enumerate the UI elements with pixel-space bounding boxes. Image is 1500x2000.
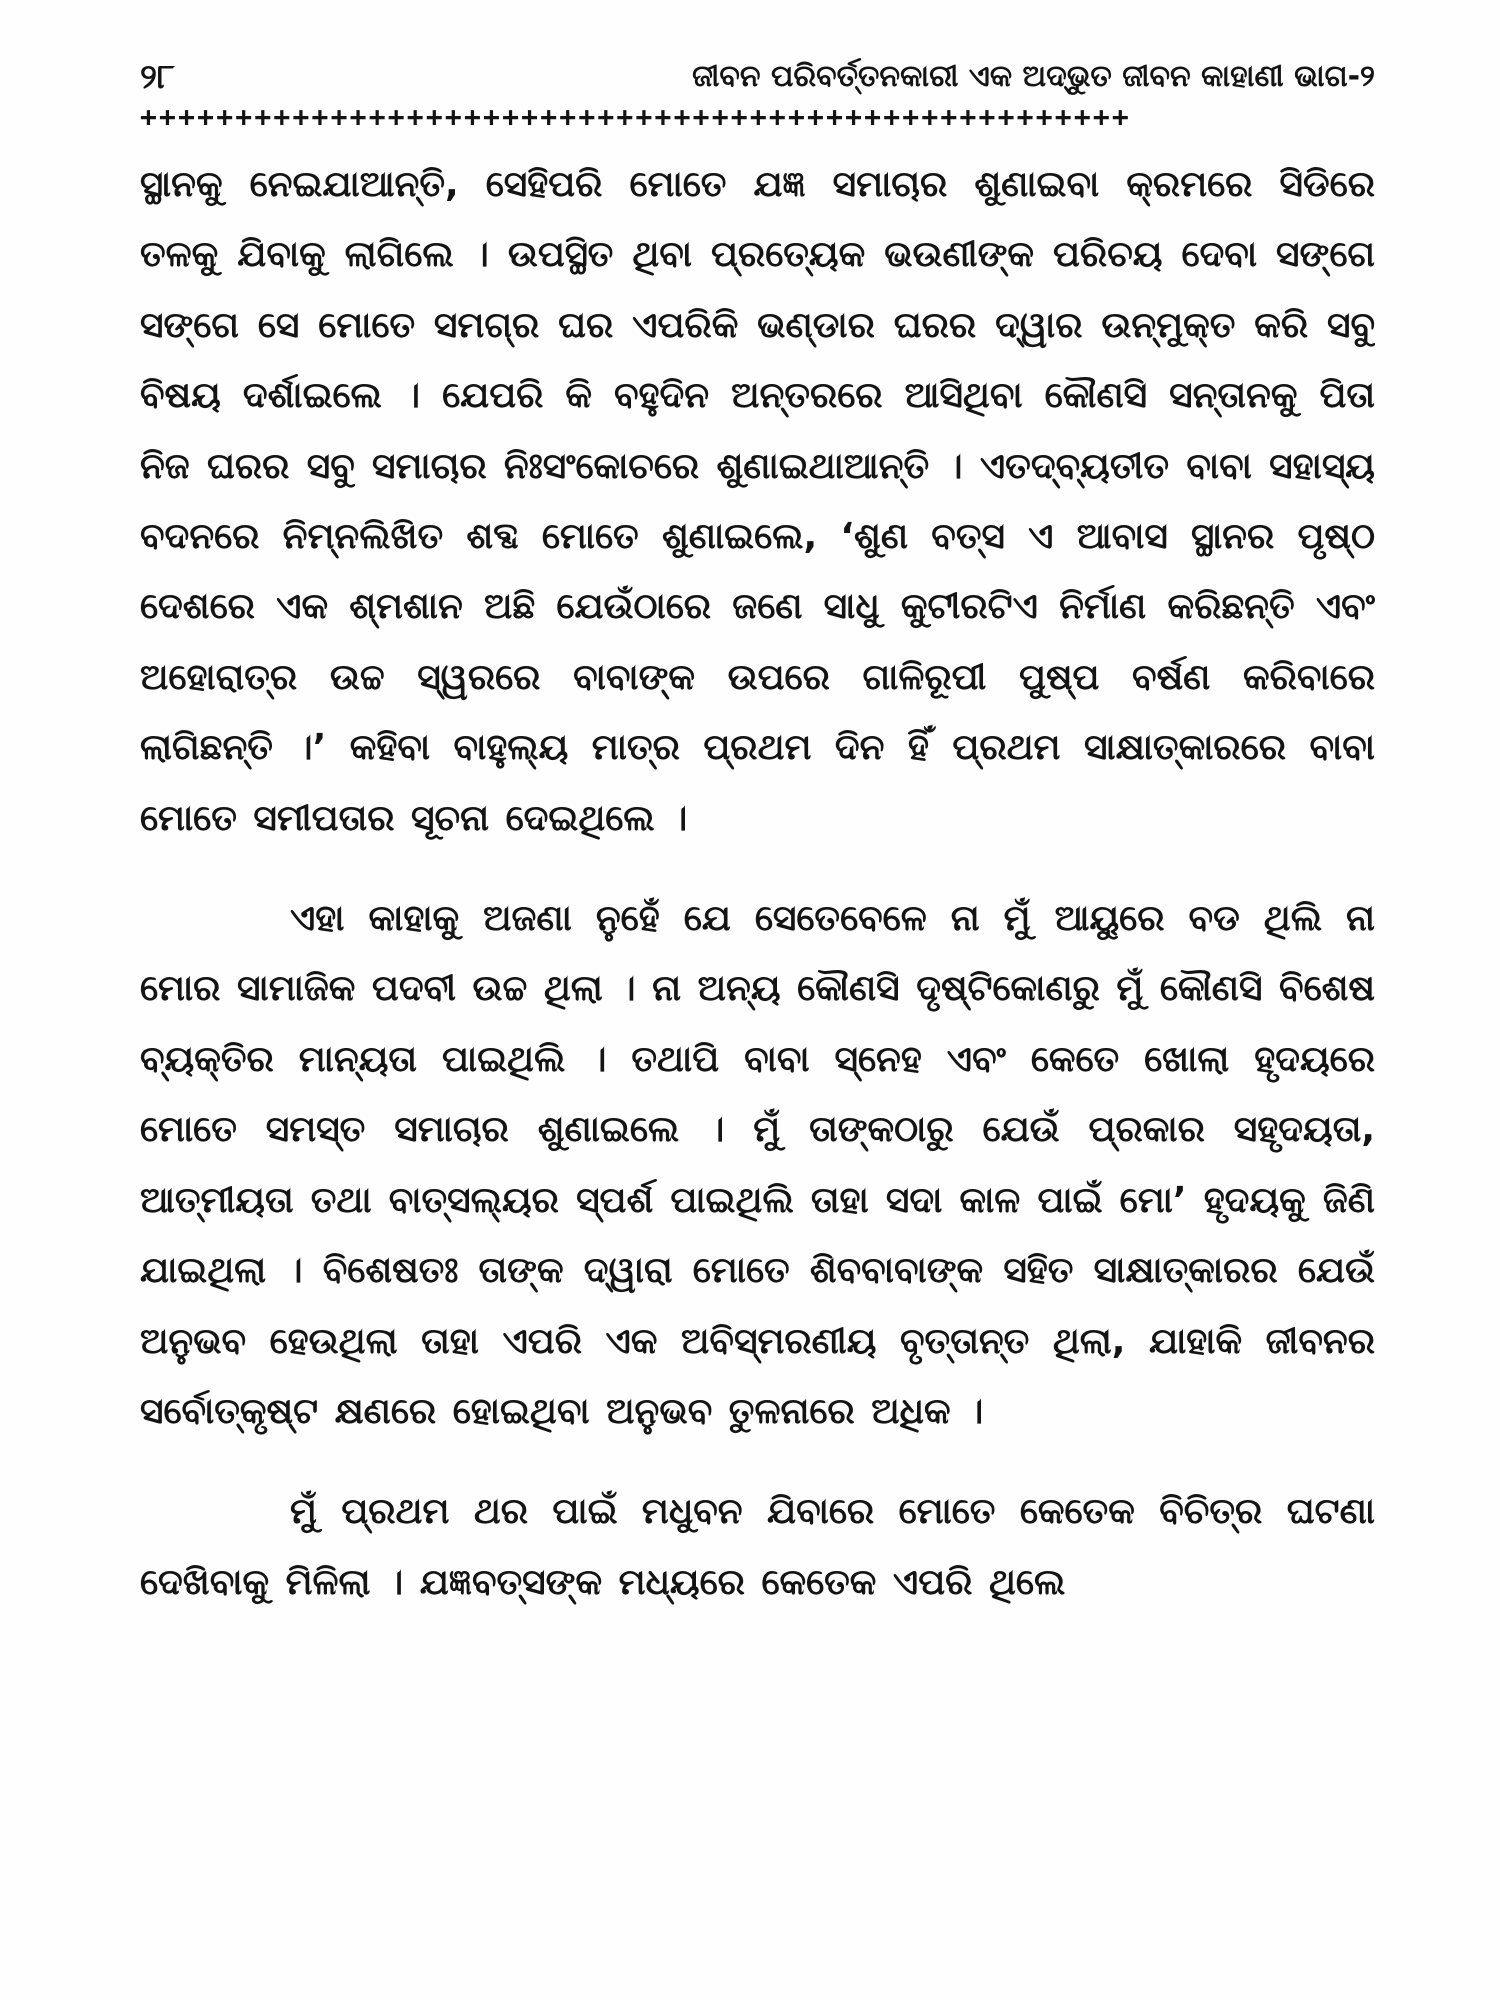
body-text xyxy=(140,150,1375,1950)
running-title: ଜୀବନ ପରିବର୍ତ୍ତନକାରୀ ଏକ ଅଦ୍ଭୁତ ଜୀବନ କାହାଣୀ ଭାଗ-୨ xyxy=(692,59,1375,94)
paragraph-3: ମୁଁ ପ୍ରଥମ ଥର ପାଇଁ ମଧୁବନ ଯିବାରେ ମୋତେ କେତେକ ବିଚିତ୍ର ଘଟଣା ଦେଖିବାକୁ ମିଳିଲା । ଯଜ୍ଞବତ୍ସଙ୍କ ମଧ୍ୟରେ କେତେକ ଏପରି ଥିଲେ xyxy=(140,1491,1375,1603)
page-number: ୨୮ xyxy=(140,57,175,97)
paragraph-2: ଏହା କାହାକୁ ଅଜଣା ନୁହେଁ ଯେ ସେତେବେଳେ ନା ମୁଁ ଆୟୁରେ ବଡ ଥିଲି ନା ମୋର ସାମାଜିକ ପଦବୀ ଉଚ୍ଚ ଥିଲା । ନା ଅନ୍ୟ କୌଣସି ଦୃଷ୍ଟିକୋଣରୁ ମୁଁ କୌଣସି ବିଶେଷ ବ୍ୟକ୍ତିର ମାନ୍ୟତା ପାଇଥିଲି । ତଥାପି ବାବା ସ୍ନେହ ଏବଂ କେତେ ଖୋଲା ହୃଦୟରେ ମୋତେ ସମସ୍ତ ସମାଚାର ଶୁଣାଇଲେ । ମୁଁ ତାଙ୍କଠାରୁ ଯେଉଁ ପ୍ରକାର ସହୃଦୟତା, ଆତ୍ମୀୟତା ତଥା ବାତ୍ସଲ୍ୟର ସ୍ପର୍ଶ ପାଇଥିଲି ତାହା ସଦା କାଳ ପାଇଁ ମୋ’ ହୃଦୟକୁ ଜିଣି ଯାଇଥିଲା । ବିଶେଷତଃ ତାଙ୍କ ଦ୍ୱାରା ମୋତେ ଶିବବାବାଙ୍କ ସହିତ ସାକ୍ଷାତ୍କାରର ଯେଉଁ ଅନୁଭବ ହେଉଥିଲା ତାହା ଏପରି ଏକ ଅବିସ୍ମରଣୀୟ ବୃତ୍ତାନ୍ତ ଥିଲା, ଯାହାକି ଜୀବନର ସର୍ବୋତ୍କୃଷ୍ଟ କ୍ଷଣରେ ହୋଇଥିବା ଅନୁଭବ ତୁଳନାରେ ଅଧିକ । xyxy=(140,898,1375,1432)
page-header xyxy=(140,52,1375,102)
header-divider: ++++++++++++++++++++++++++++++++++++++++++++++++++++ xyxy=(140,102,1131,132)
paragraph-1: ସ୍ଥାନକୁ ନେଇଯାଆନ୍ତି, ସେହିପରି ମୋତେ ଯଜ୍ଞ ସମାଚାର ଶୁଣାଇବା କ୍ରମରେ ସିଡିରେ ତଳକୁ ଯିବାକୁ ଲାଗିଲେ । ଉପସ୍ଥିତ ଥିବା ପ୍ରତ୍ୟେକ ଭଉଣୀଙ୍କ ପରିଚୟ ଦେବା ସଙ୍ଗେ ସଙ୍ଗେ ସେ ମୋତେ ସମଗ୍ର ଘର ଏପରିକି ଭଣ୍ଡାର ଘରର ଦ୍ୱାର ଉନ୍ମୁକ୍ତ କରି ସବୁ ବିଷୟ ଦର୍ଶାଇଲେ । ଯେପରି କି ବହୁଦିନ ଅନ୍ତରରେ ଆସିଥିବା କୌଣସି ସନ୍ତାନକୁ ପିତା ନିଜ ଘରର ସବୁ ସମାଚାର ନିଃସଂକୋଚରେ ଶୁଣାଇଥାଆନ୍ତି । ଏତଦ୍‌ବ୍ୟତୀତ ବାବା ସହାସ୍ୟ ବଦନରେ ନିମ୍ନଲିଖିତ ଶବ୍ଦ ମୋତେ ଶୁଣାଇଲେ, ‘ଶୁଣ ବତ୍ସ ଏ ଆବାସ ସ୍ଥାନର ପୃଷ୍ଠ ଦେଶରେ ଏକ ଶ୍ମଶାନ ଅଛି ଯେଉଁଠାରେ ଜଣେ ସାଧୁ କୁଟୀରଟିଏ ନିର୍ମାଣ କରିଛନ୍ତି ଏବଂ ଅହୋରାତ୍ର ଉଚ୍ଚ ସ୍ୱରରେ ବାବାଙ୍କ ଉପରେ ଗାଳିରୂପୀ ପୁଷ୍ପ ବର୍ଷଣ କରିବାରେ ଲାଗିଛନ୍ତି ।’ କହିବା ବାହୁଲ୍ୟ ମାତ୍ର ପ୍ରଥମ ଦିନ ହିଁ ପ୍ରଥମ ସାକ୍ଷାତ୍କାରରେ ବାବା ମୋତେ ସମୀପତାର ସୂଚନା ଦେଇଥିଲେ । xyxy=(140,164,1375,839)
